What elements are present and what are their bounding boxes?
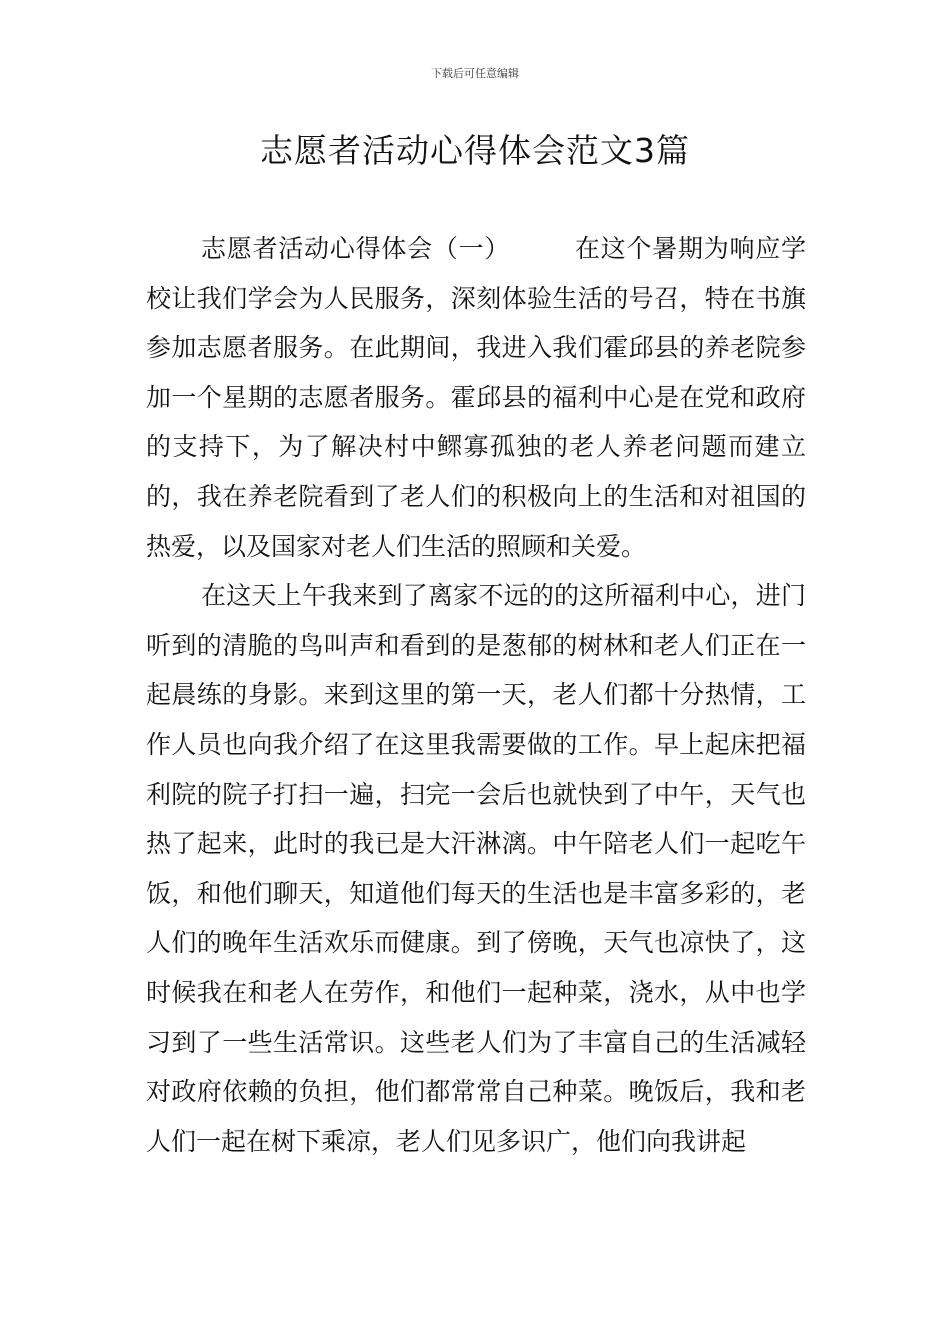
paragraph-2: 在这天上午我来到了离家不远的的这所福利中心，进门听到的清脆的鸟叫声和看到的是葱郁的树林和老人们正在一起晨练的身影。来到这里的第一天，老人们都十分热情，工作人员也向我介绍了在这里我需要做的工作。早上起床把福利院的院子打扫一遍，扫完一会后也就快到了中午，天气也热了起来，此时的我已是大汗淋漓。中午陪老人们一起吃午饭，和他们聊天，知道他们每天的生活也是丰富多彩的，老人们的晚年生活欢乐而健康。到了傍晚，天气也凉快了，这时候我在和老人在劳作，和他们一起种菜，浇水，从中也学习到了一些生活常识。这些老人们为了丰富自己的生活减轻对政府依赖的负担，他们都常常自己种菜。晚饭后，我和老人们一起在树下乘凉，老人们见多识广，他们向我讲起 (146, 581, 806, 1156)
section-heading: 志愿者活动心得体会（一） (201, 234, 511, 263)
paragraph-1-text: 在这个暑期为响应学校让我们学会为人民服务，深刻体验生活的号召，特在书旗参加志愿者服务。在此期间，我进入我们霍邱县的养老院参加一个星期的志愿者服务。霍邱县的福利中心是在党和政府的支持下，为了解决村中鳏寡孤独的老人养老问题而建立的，我在养老院看到了老人们的积极向上的生活和对祖国的热爱，以及国家对老人们生活的照顾和关爱。 (146, 234, 806, 561)
document-body (146, 224, 806, 1166)
paragraph-1 (146, 224, 806, 571)
header-note: 下载后可任意编辑 (431, 67, 519, 80)
document-title: 志愿者活动心得体会范文3篇 (260, 131, 690, 170)
